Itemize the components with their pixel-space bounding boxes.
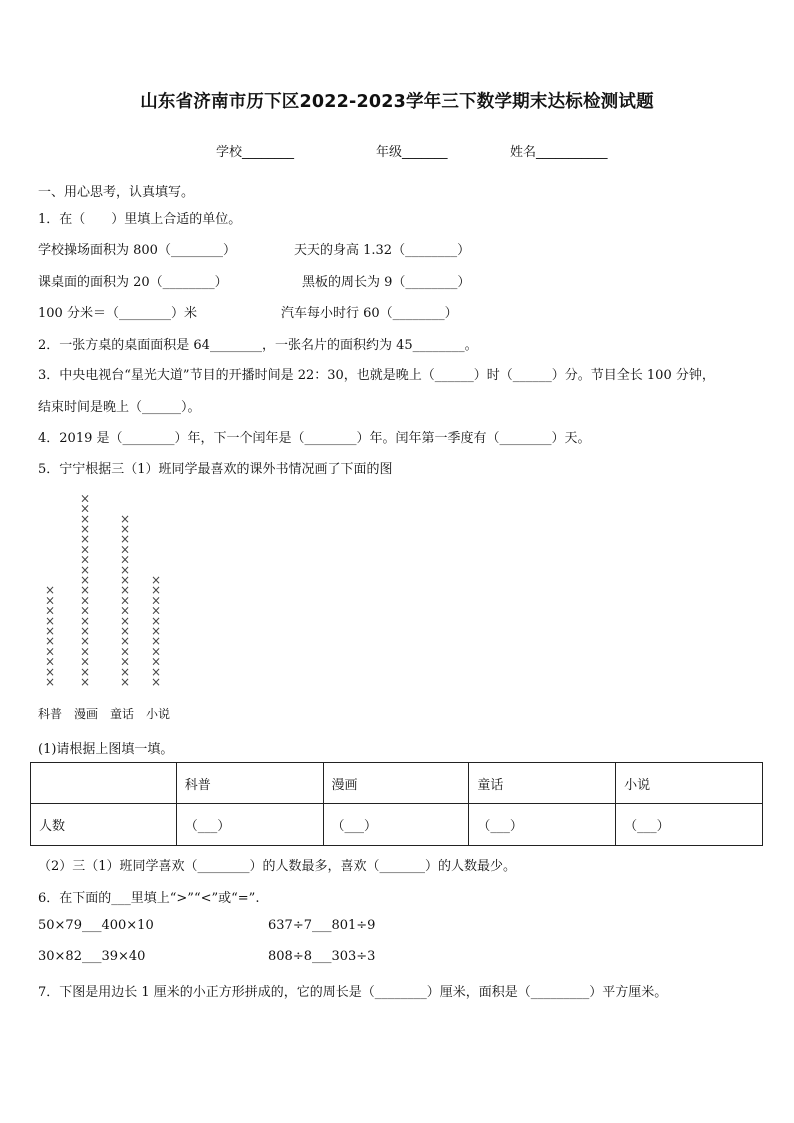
q1-item-5: 100 分米＝（________）米	[38, 306, 197, 321]
q1-item-1: 学校操场面积为 800（________）	[38, 243, 236, 258]
q5-part-1: (1)请根据上图填一填。	[38, 742, 174, 757]
pictograph-mark: ×	[150, 675, 162, 689]
chart-category-label: 小说	[146, 707, 171, 721]
q3-line-1: 3．中央电视台“星光大道”节目的开播时间是 22：30，也就是晚上（______）时（______）分。节目全长 100 分钟，	[38, 368, 715, 383]
q1-item-4: 黑板的周长为 9（________）	[302, 275, 471, 290]
q6-item-2: 637÷7___801÷9	[268, 918, 376, 933]
pictograph-mark: ×	[119, 542, 131, 557]
q6-item-1: 50×79___400×10	[38, 918, 154, 933]
pictograph-mark: ×	[150, 654, 162, 669]
pictograph-column-小说	[151, 573, 161, 689]
count-table	[30, 762, 763, 846]
pictograph-mark: ×	[119, 573, 131, 587]
q1-item-2: 天天的身高 1.32（________）	[294, 243, 471, 258]
pictograph-mark: ×	[119, 583, 131, 598]
pictograph-svg	[30, 492, 190, 702]
pictograph-mark: ×	[119, 522, 131, 536]
pictograph-mark: ×	[119, 552, 131, 567]
pictograph-mark: ×	[79, 624, 91, 638]
school-field: 学校________	[216, 145, 295, 160]
pictograph-mark: ×	[79, 593, 91, 608]
table-cell: 小说	[616, 763, 763, 804]
pictograph-mark: ×	[79, 644, 91, 659]
pictograph-mark: ×	[79, 675, 91, 689]
q1-stem: 1．在（ ）里填上合适的单位。	[38, 212, 242, 227]
pictograph-mark: ×	[79, 583, 91, 598]
pictograph-column-科普	[45, 583, 55, 689]
pictograph-mark: ×	[79, 562, 91, 577]
pictograph-mark: ×	[79, 492, 91, 506]
table-cell: 漫画	[323, 763, 469, 804]
table-cell: （___）	[323, 804, 469, 846]
pictograph-mark: ×	[44, 624, 56, 638]
pictograph-column-童话	[120, 512, 130, 689]
pictograph-mark: ×	[119, 634, 131, 649]
pictograph-column-漫画	[80, 492, 90, 689]
pictograph-mark: ×	[44, 634, 56, 649]
pictograph-mark: ×	[44, 654, 56, 669]
grade-field: 年级_______	[376, 145, 448, 160]
pictograph-mark: ×	[150, 583, 162, 598]
q7: 7．下图是用边长 1 厘米的小正方形拼成的，它的周长是（________）厘米，面积是（_________）平方厘米。	[38, 985, 668, 1000]
q5-stem: 5．宁宁根据三（1）班同学最喜欢的课外书情况画了下面的图	[38, 462, 393, 477]
pictograph-mark: ×	[79, 634, 91, 649]
pictograph-mark: ×	[119, 613, 131, 628]
pictograph-mark: ×	[79, 522, 91, 536]
pictograph-mark: ×	[79, 532, 91, 547]
table-cell	[31, 763, 177, 804]
q3-line-2: 结束时间是晚上（______）。	[38, 400, 201, 415]
table-cell: 人数	[31, 804, 177, 846]
pictograph-mark: ×	[44, 675, 56, 689]
pictograph-mark: ×	[79, 511, 91, 526]
q6-stem: 6．在下面的___里填上“>”“<”或“=”.	[38, 891, 260, 906]
table-cell: （___）	[469, 804, 616, 846]
q1-item-3: 课桌面的面积为 20（________）	[38, 275, 228, 290]
pictograph-mark: ×	[119, 562, 131, 577]
table-cell: 童话	[469, 763, 616, 804]
q4: 4．2019 是（________）年，下一个闰年是（________）年。闰年第一季度有（________）天。	[38, 431, 591, 446]
pictograph-mark: ×	[150, 644, 162, 659]
pictograph-mark: ×	[150, 573, 162, 587]
q6-item-4: 808÷8___303÷3	[268, 949, 376, 964]
pictograph-mark: ×	[119, 624, 131, 638]
pictograph-mark: ×	[119, 654, 131, 669]
pictograph-mark: ×	[119, 511, 131, 526]
pictograph-mark: ×	[119, 603, 131, 618]
name-field: 姓名___________	[510, 145, 608, 160]
table-header-row	[31, 763, 763, 804]
pictograph-mark: ×	[44, 664, 56, 679]
pictograph-mark: ×	[44, 613, 56, 628]
table-row	[31, 804, 763, 846]
page-title: 山东省济南市历下区2022-2023学年三下数学期末达标检测试题	[140, 92, 654, 112]
pictograph-mark: ×	[79, 603, 91, 618]
pictograph-mark: ×	[119, 644, 131, 659]
table-cell: （___）	[616, 804, 763, 846]
pictograph-mark: ×	[150, 603, 162, 618]
pictograph-mark: ×	[44, 583, 56, 598]
pictograph-mark: ×	[79, 664, 91, 679]
pictograph-mark: ×	[44, 644, 56, 659]
chart-category-label: 科普	[38, 707, 63, 721]
section-heading: 一、用心思考，认真填写。	[38, 185, 195, 200]
pictograph-mark: ×	[79, 542, 91, 557]
pictograph-mark: ×	[150, 613, 162, 628]
pictograph-chart	[30, 492, 190, 702]
q6-item-3: 30×82___39×40	[38, 949, 146, 964]
pictograph-mark: ×	[44, 603, 56, 618]
pictograph-mark: ×	[44, 593, 56, 608]
pictograph-mark: ×	[79, 654, 91, 669]
pictograph-mark: ×	[150, 634, 162, 649]
pictograph-mark: ×	[150, 593, 162, 608]
pictograph-mark: ×	[119, 664, 131, 679]
pictograph-mark: ×	[119, 675, 131, 689]
table-cell: （___）	[176, 804, 323, 846]
q5-part-2: （2）三（1）班同学喜欢（________）的人数最多，喜欢（_______）的人数最少。	[38, 859, 517, 874]
pictograph-mark: ×	[119, 532, 131, 547]
pictograph-mark: ×	[119, 593, 131, 608]
pictograph-mark: ×	[79, 501, 91, 516]
q1-item-6: 汽车每小时行 60（________）	[281, 306, 458, 321]
chart-category-label: 漫画	[74, 707, 99, 721]
pictograph-mark: ×	[79, 573, 91, 587]
pictograph-mark: ×	[150, 624, 162, 638]
pictograph-mark: ×	[79, 613, 91, 628]
q2: 2．一张方桌的桌面面积是 64________，一张名片的面积约为 45________。	[38, 338, 478, 353]
chart-category-label: 童话	[110, 707, 135, 721]
table-cell: 科普	[176, 763, 323, 804]
pictograph-mark: ×	[79, 552, 91, 567]
pictograph-mark: ×	[150, 664, 162, 679]
